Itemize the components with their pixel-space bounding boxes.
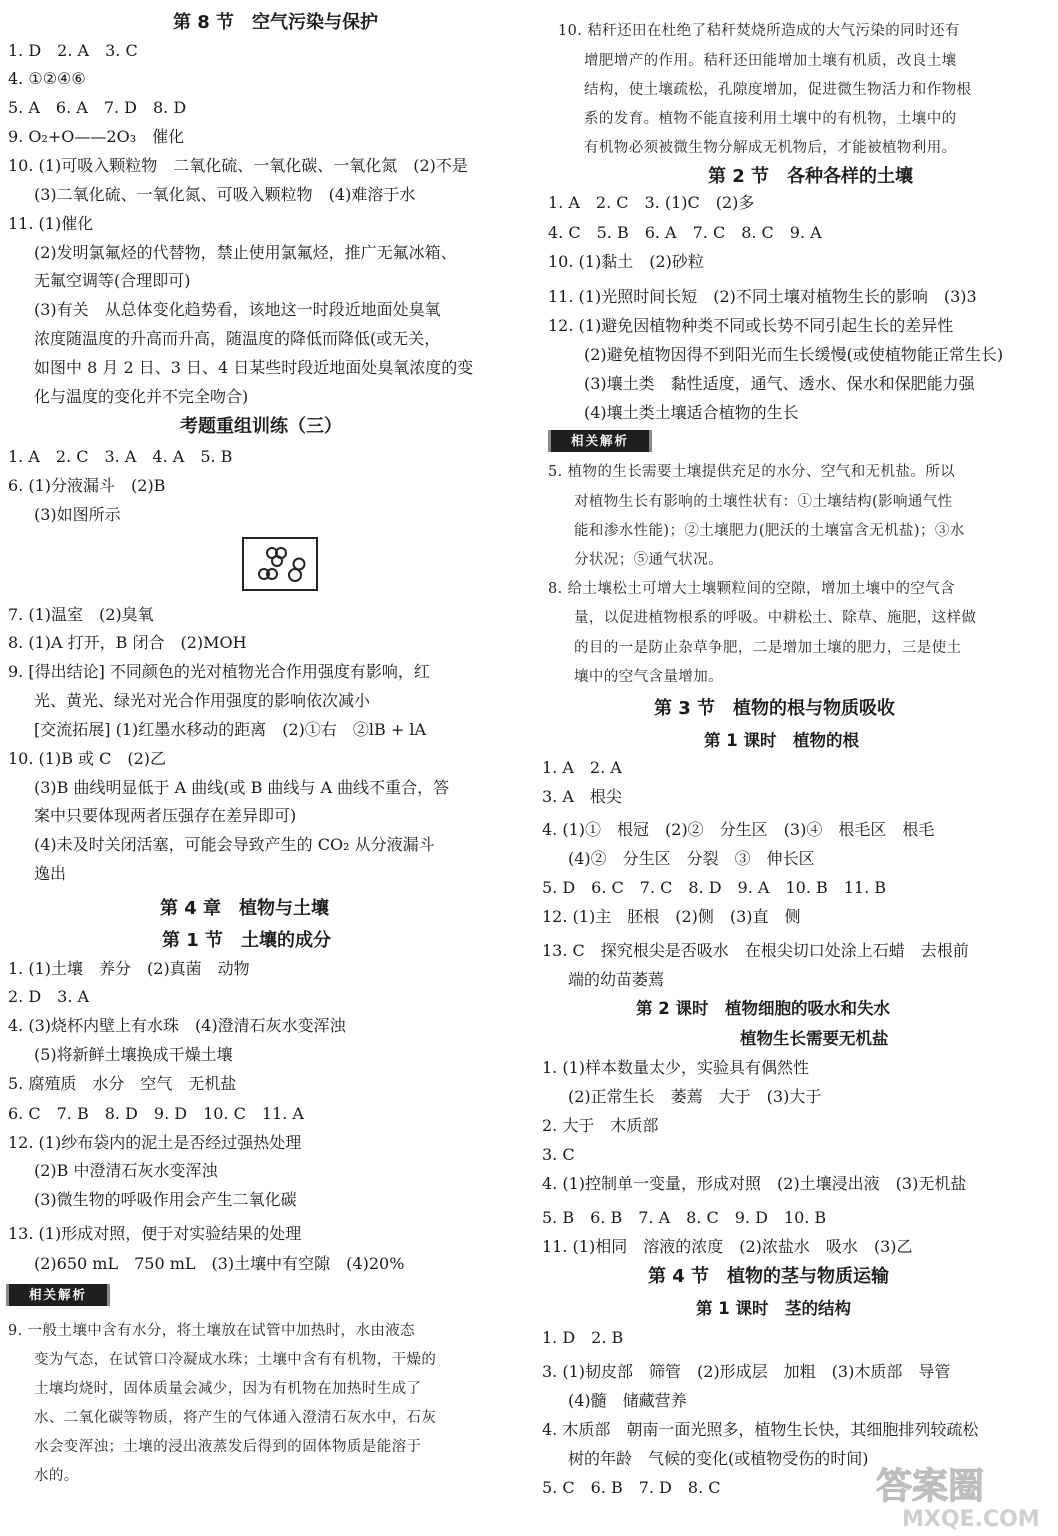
section-heading: 考题重组训练（三） xyxy=(180,416,342,437)
answer-line: 3. C xyxy=(542,1145,575,1164)
answer-line: 12. (1)纱布袋内的泥土是否经过强热处理 xyxy=(8,1133,302,1152)
answer-line: (3)B 曲线明显低于 A 曲线(或 B 曲线与 A 曲线不重合，答 xyxy=(34,778,450,797)
answer-line: (3)微生物的呼吸作用会产生二氧化碳 xyxy=(34,1190,297,1209)
section-heading: 植物生长需要无机盐 xyxy=(740,1029,889,1048)
answer-line: 7. (1)温室 (2)臭氧 xyxy=(8,605,154,624)
analysis-text-line: 5. 植物的生长需要土壤提供充足的水分、空气和无机盐。所以 xyxy=(548,464,956,480)
answer-line: 11. (1)催化 xyxy=(8,214,94,233)
section-heading: 第 1 节 土壤的成分 xyxy=(162,930,332,951)
analysis-text-line: 变为气态，在试管口冷凝成水珠；土壤中含有有机物，干燥的 xyxy=(34,1352,437,1368)
answer-line: (2)650 mL 750 mL (3)土壤中有空隙 (4)20% xyxy=(34,1254,405,1273)
answer-line: 1. A 2. C 3. (1)C (2)多 xyxy=(548,193,755,212)
answer-line: 13. (1)形成对照，便于对实验结果的处理 xyxy=(8,1224,302,1243)
answer-line: 4. 木质部 朝南一面光照多，植物生长快，其细胞排列较疏松 xyxy=(542,1420,979,1439)
analysis-text-line: 9. 一般土壤中含有水分，将土壤放在试管中加热时，水由液态 xyxy=(8,1323,416,1339)
analysis-text-line: 壤中的空气含量增加。 xyxy=(574,669,723,685)
section-heading: 第 3 节 植物的根与物质吸收 xyxy=(654,698,896,719)
answer-line: 10. (1)B 或 C (2)乙 xyxy=(8,749,167,768)
answer-line: 5. A 6. A 7. D 8. D xyxy=(8,98,187,117)
analysis-text-line: 水、二氧化碳等物质，将产生的气体通入澄清石灰水中，石灰 xyxy=(34,1410,437,1426)
section-heading: 第 4 节 植物的茎与物质运输 xyxy=(648,1266,890,1287)
answer-line: 6. C 7. B 8. D 9. D 10. C 11. A xyxy=(8,1104,304,1123)
answer-line: 4. (3)烧杯内壁上有水珠 (4)澄清石灰水变浑浊 xyxy=(8,1016,346,1035)
answer-line: 案中只要体现两者压强存在差异即可) xyxy=(34,806,297,825)
answer-line: (4)未及时关闭活塞，可能会导致产生的 CO₂ 从分液漏斗 xyxy=(34,835,435,854)
analysis-text-line: 有机物必须被微生物分解成无机物后，才能被植物利用。 xyxy=(584,140,957,156)
answer-line: 11. (1)光照时间长短 (2)不同土壤对植物生长的影响 (3)3 xyxy=(548,287,977,306)
answer-line: 4. (1)控制单一变量，形成对照 (2)土壤浸出液 (3)无机盐 xyxy=(542,1174,967,1193)
answer-line: 4. (1)① 根冠 (2)② 分生区 (3)④ 根毛区 根毛 xyxy=(542,820,935,839)
answer-line: (3)有关 从总体变化趋势看，该地这一时段近地面处臭氧 xyxy=(34,300,441,319)
answer-line: 3. A 根尖 xyxy=(542,787,622,806)
answer-line: (2)避免植物因得不到阳光而生长缓慢(或使植物能正常生长) xyxy=(584,345,1004,364)
answer-line: 1. D 2. A 3. C xyxy=(8,41,138,60)
answer-line: 如图中 8 月 2 日、3 日、4 日某些时段近地面处臭氧浓度的变 xyxy=(34,358,474,377)
analysis-text-line: 能和渗水性能)；②土壤肥力(肥沃的土壤富含无机盐)；③水 xyxy=(574,523,965,539)
answer-line: 10. (1)黏土 (2)砂粒 xyxy=(548,252,704,271)
answer-line: [交流拓展] (1)红墨水移动的距离 (2)①右 ②lB + lA xyxy=(34,720,427,739)
section-heading: 第 2 课时 植物细胞的吸水和失水 xyxy=(636,999,890,1018)
analysis-tag-right: 相关解析 xyxy=(548,430,652,452)
answer-line: (4)壤土类土壤适合植物的生长 xyxy=(584,403,799,422)
answer-line: 8. (1)A 打开，B 闭合 (2)MOH xyxy=(8,633,247,652)
watermark-logo xyxy=(872,1458,1052,1532)
answer-line: 4. ①②④⑥ xyxy=(8,69,86,88)
analysis-text-line: 8. 给土壤松土可增大土壤颗粒间的空隙，增加土壤中的空气含 xyxy=(548,581,956,597)
answer-line: 化与温度的变化并不完全吻合) xyxy=(34,387,249,406)
answer-line: 1. D 2. B xyxy=(542,1328,624,1347)
watermark-text: 答案圈 xyxy=(876,1466,985,1507)
analysis-tag-left: 相关解析 xyxy=(6,1284,110,1306)
three-circle-molecule-diagram-icon xyxy=(244,539,316,589)
answer-line: 4. C 5. B 6. A 7. C 8. C 9. A xyxy=(548,223,822,242)
answer-line: 11. (1)相同 溶液的浓度 (2)浓盐水 吸水 (3)乙 xyxy=(542,1237,913,1256)
analysis-text-line: 10. 秸秆还田在杜绝了秸秆焚烧所造成的大气污染的同时还有 xyxy=(558,23,960,39)
answer-line: 逸出 xyxy=(34,864,67,883)
answer-line: 无氟空调等(合理即可) xyxy=(34,271,191,290)
watermark-url: MXQE.COM xyxy=(902,1507,1040,1532)
section-heading: 第 8 节 空气污染与保护 xyxy=(173,12,379,33)
section-heading: 第 1 课时 植物的根 xyxy=(704,731,859,750)
answer-line: (2)发明氯氟烃的代替物，禁止使用氯氟烃，推广无氟冰箱、 xyxy=(34,243,457,262)
analysis-text-line: 分状况；⑤通气状况。 xyxy=(574,552,723,568)
answer-line: 2. D 3. A xyxy=(8,987,90,1006)
answer-line: 浓度随温度的升高而升高，随温度的降低而降低(或无关， xyxy=(34,329,441,348)
answer-line: (4)② 分生区 分裂 ③ 伸长区 xyxy=(568,849,815,868)
analysis-text-line: 结构，使土壤疏松，孔隙度增加，促进微生物活力和作物根 xyxy=(584,82,972,98)
answer-line: 9. [得出结论] 不同颜色的光对植物光合作用强度有影响，红 xyxy=(8,662,430,681)
answer-line: (5)将新鲜土壤换成干燥土壤 xyxy=(34,1045,233,1064)
answer-line: 端的幼苗萎蔫 xyxy=(568,970,665,989)
answer-line: 1. (1)土壤 养分 (2)真菌 动物 xyxy=(8,959,250,978)
answer-line: 2. 大于 木质部 xyxy=(542,1116,659,1135)
answer-line: (3)如图所示 xyxy=(34,505,121,524)
answer-line: (4)髓 储藏营养 xyxy=(568,1391,687,1410)
answer-line: 树的年龄 气候的变化(或植物受伤的时间) xyxy=(568,1449,869,1468)
analysis-text-line: 水的。 xyxy=(34,1468,79,1484)
analysis-text-line: 水会变浑浊；土壤的浸出液蒸发后得到的固体物质是能溶于 xyxy=(34,1439,422,1455)
answer-line: 1. (1)样本数量太少，实验具有偶然性 xyxy=(542,1058,810,1077)
answer-line: 6. (1)分液漏斗 (2)B xyxy=(8,476,166,495)
analysis-text-line: 增肥增产的作用。秸秆还田能增加土壤有机质，改良土壤 xyxy=(584,53,957,69)
answer-line: 5. B 6. B 7. A 8. C 9. D 10. B xyxy=(542,1208,827,1227)
answer-line: 5. D 6. C 7. C 8. D 9. A 10. B 11. B xyxy=(542,878,887,897)
answer-line: 12. (1)主 胚根 (2)侧 (3)直 侧 xyxy=(542,907,801,926)
analysis-text-line: 土壤均烧时，固体质量会减少，因为有机物在加热时生成了 xyxy=(34,1381,422,1397)
analysis-text-line: 系的发育。植物不能直接利用土壤中的有机物，土壤中的 xyxy=(584,111,957,127)
analysis-text-line: 量，以促进植物根系的呼吸。中耕松土、除草、施肥，这样做 xyxy=(574,610,977,626)
answer-line: (2)B 中澄清石灰水变浑浊 xyxy=(34,1161,218,1180)
answer-line: 1. A 2. A xyxy=(542,758,622,777)
answer-line: 10. (1)可吸入颗粒物 二氧化硫、一氧化碳、一氧化氮 (2)不是 xyxy=(8,156,468,175)
section-heading: 第 1 课时 茎的结构 xyxy=(696,1299,851,1318)
answer-line: (2)正常生长 萎蔫 大于 (3)大于 xyxy=(568,1087,822,1106)
answer-line: 12. (1)避免因植物种类不同或长势不同引起生长的差异性 xyxy=(548,316,954,335)
answer-line: 1. A 2. C 3. A 4. A 5. B xyxy=(8,447,233,466)
section-heading: 第 4 章 植物与土壤 xyxy=(160,898,330,919)
molecule-figure xyxy=(242,537,318,591)
answer-line: (3)壤土类 黏性适度，通气、透水、保水和保肥能力强 xyxy=(584,374,975,393)
analysis-text-line: 对植物生长有影响的土壤性状有：①土壤结构(影响通气性 xyxy=(574,494,953,510)
answer-line: 3. (1)韧皮部 筛管 (2)形成层 加粗 (3)木质部 导管 xyxy=(542,1362,951,1381)
section-heading: 第 2 节 各种各样的土壤 xyxy=(708,166,914,187)
analysis-text-line: 的目的一是防止杂草争肥，二是增加土壤的肥力，三是使土 xyxy=(574,640,962,656)
answer-line: 5. 腐殖质 水分 空气 无机盐 xyxy=(8,1074,237,1093)
answer-line: 9. O₂+O——2O₃ 催化 xyxy=(8,127,185,146)
answer-line: (3)二氧化硫、一氧化氮、可吸入颗粒物 (4)难溶于水 xyxy=(34,185,416,204)
answer-line: 13. C 探究根尖是否吸水 在根尖切口处涂上石蜡 去根前 xyxy=(542,941,969,960)
answer-line: 5. C 6. B 7. D 8. C xyxy=(542,1478,721,1497)
answer-line: 光、黄光、绿光对光合作用强度的影响依次减小 xyxy=(34,691,371,710)
